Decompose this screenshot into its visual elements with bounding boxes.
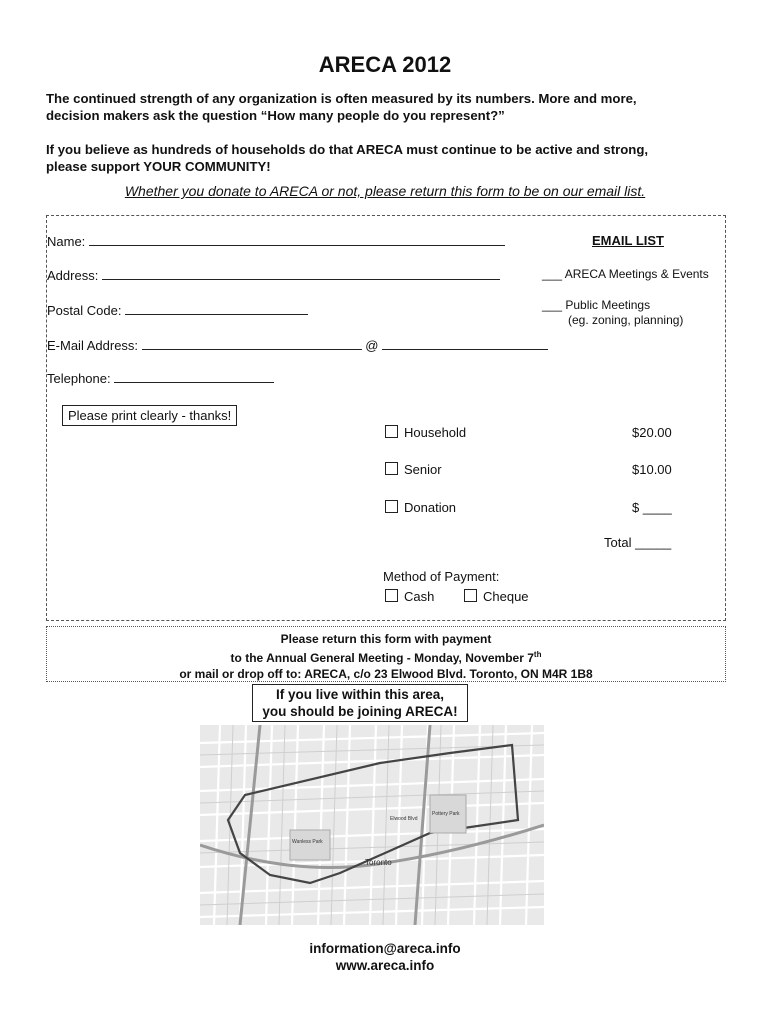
map-label-park-1: Pottery Park <box>432 811 460 817</box>
map-label-toronto: Toronto <box>365 858 392 867</box>
total-amount[interactable]: Total _____ <box>604 535 672 550</box>
name-line[interactable] <box>89 233 505 246</box>
park-area-1 <box>290 830 330 860</box>
page-title: ARECA 2012 <box>318 52 452 77</box>
cash-option[interactable]: Cash <box>385 589 434 604</box>
cheque-option[interactable]: Cheque <box>464 589 529 604</box>
household-price: $20.00 <box>632 425 672 440</box>
email-option-areca-meetings[interactable]: ___ ARECA Meetings & Events <box>542 267 709 281</box>
address-line[interactable] <box>102 267 500 280</box>
senior-price: $10.00 <box>632 462 672 477</box>
email-domain-line[interactable] <box>382 337 548 350</box>
intro-paragraph-1: The continued strength of any organization is often measured by its numbers. More and more, decision makers ask the question “How many people do you represent?” <box>46 91 637 123</box>
donation-option[interactable]: Donation <box>385 500 456 515</box>
telephone-line[interactable] <box>114 370 274 383</box>
area-map <box>200 725 544 925</box>
contact-email[interactable]: information@areca.info <box>309 941 461 956</box>
email-field[interactable]: E-Mail Address: @ <box>47 337 548 353</box>
email-list-note: Whether you donate to ARECA or not, please return this form to be on our email list. <box>124 183 646 199</box>
footer-contact <box>0 940 770 974</box>
postal-code-field[interactable]: Postal Code: <box>47 302 308 318</box>
telephone-field[interactable]: Telephone: <box>47 370 274 386</box>
print-clearly-note: Please print clearly - thanks! <box>62 405 237 426</box>
payment-method-label: Method of Payment: <box>383 569 500 584</box>
area-callout: If you live within this area, you should be joining ARECA! <box>252 684 468 722</box>
email-option-public-meetings[interactable]: ___ Public Meetings (eg. zoning, planning) <box>542 298 684 327</box>
postal-code-line[interactable] <box>125 302 308 315</box>
map-label-park-2: Wanless Park <box>292 839 323 845</box>
contact-website[interactable]: www.areca.info <box>335 958 435 973</box>
donation-checkbox[interactable] <box>385 500 398 513</box>
cheque-checkbox[interactable] <box>464 589 477 602</box>
return-instructions: Please return this form with payment to the Annual General Meeting - Monday, November 7th or mail or drop off to: ARECA, c/o 23 Elwood Blvd. Toronto, ON M4R 1B8 <box>46 626 726 682</box>
email-list-header: EMAIL LIST <box>592 233 664 248</box>
household-option[interactable]: Household <box>385 425 466 440</box>
email-user-line[interactable] <box>142 337 362 350</box>
intro-paragraph-2: If you believe as hundreds of households do that ARECA must continue to be active and strong, please support YOUR COMMUNITY! <box>46 142 649 174</box>
name-field[interactable]: Name: <box>47 233 505 249</box>
cash-checkbox[interactable] <box>385 589 398 602</box>
map-label-elwood: Elwood Blvd <box>390 816 418 822</box>
senior-checkbox[interactable] <box>385 462 398 475</box>
senior-option[interactable]: Senior <box>385 462 442 477</box>
donation-amount[interactable]: $ ____ <box>632 500 672 515</box>
household-checkbox[interactable] <box>385 425 398 438</box>
address-field[interactable]: Address: <box>47 267 500 283</box>
